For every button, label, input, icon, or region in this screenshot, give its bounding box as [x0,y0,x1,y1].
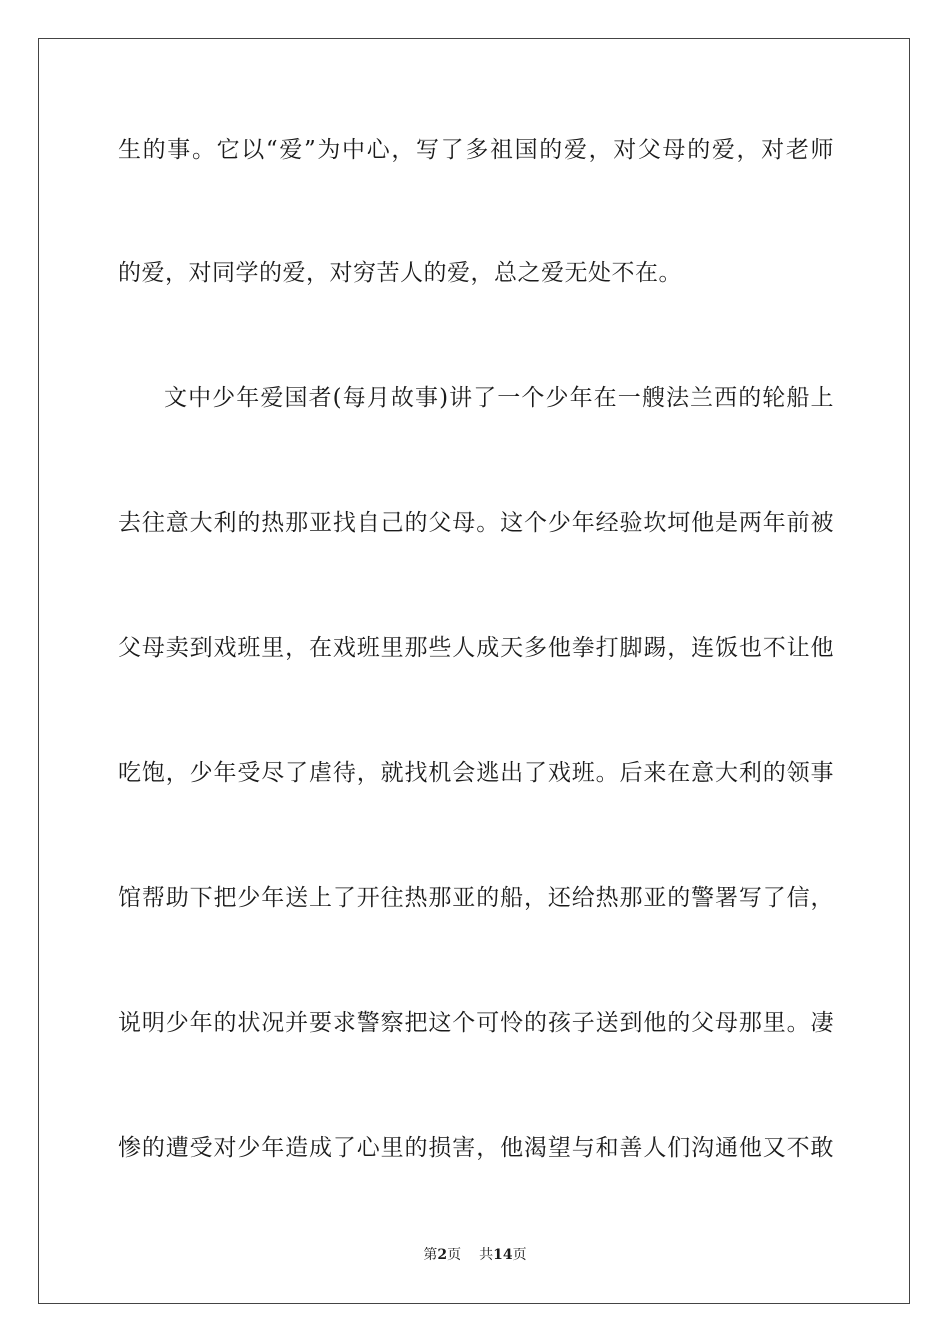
text-line-7: 馆帮助下把少年送上了开往热那亚的船，还给热那亚的警署写了信， [118,885,834,911]
page-suffix: 页 [447,1247,462,1263]
page-footer [0,1246,950,1264]
total-prefix: 共 [479,1247,494,1263]
page-border [38,38,910,1304]
text-line-9: 惨的遭受对少年造成了心里的损害，他渴望与和善人们沟通他又不敢 [118,1135,834,1161]
text-line-6: 吃饱，少年受尽了虐待，就找机会逃出了戏班。后来在意大利的领事 [118,760,834,786]
text-line-4: 去往意大利的热那亚找自己的父母。这个少年经验坎坷他是两年前被 [118,510,834,536]
text-line-5: 父母卖到戏班里，在戏班里那些人成天多他拳打脚踢，连饭也不让他 [118,635,834,661]
total-pages: 14 [493,1247,513,1263]
text-line-3: 文中少年爱国者(每月故事)讲了一个少年在一艘法兰西的轮船上 [164,385,834,411]
page-prefix: 第 [423,1247,438,1263]
text-line-1: 生的事。它以“爱”为中心，写了多祖国的爱，对父母的爱，对老师 [118,137,834,163]
page-number: 2 [437,1247,448,1263]
text-line-2: 的爱，对同学的爱，对穷苦人的爱，总之爱无处不在。 [118,260,682,286]
total-suffix: 页 [512,1247,527,1263]
text-line-8: 说明少年的状况并要求警察把这个可怜的孩子送到他的父母那里。凄 [118,1010,834,1036]
